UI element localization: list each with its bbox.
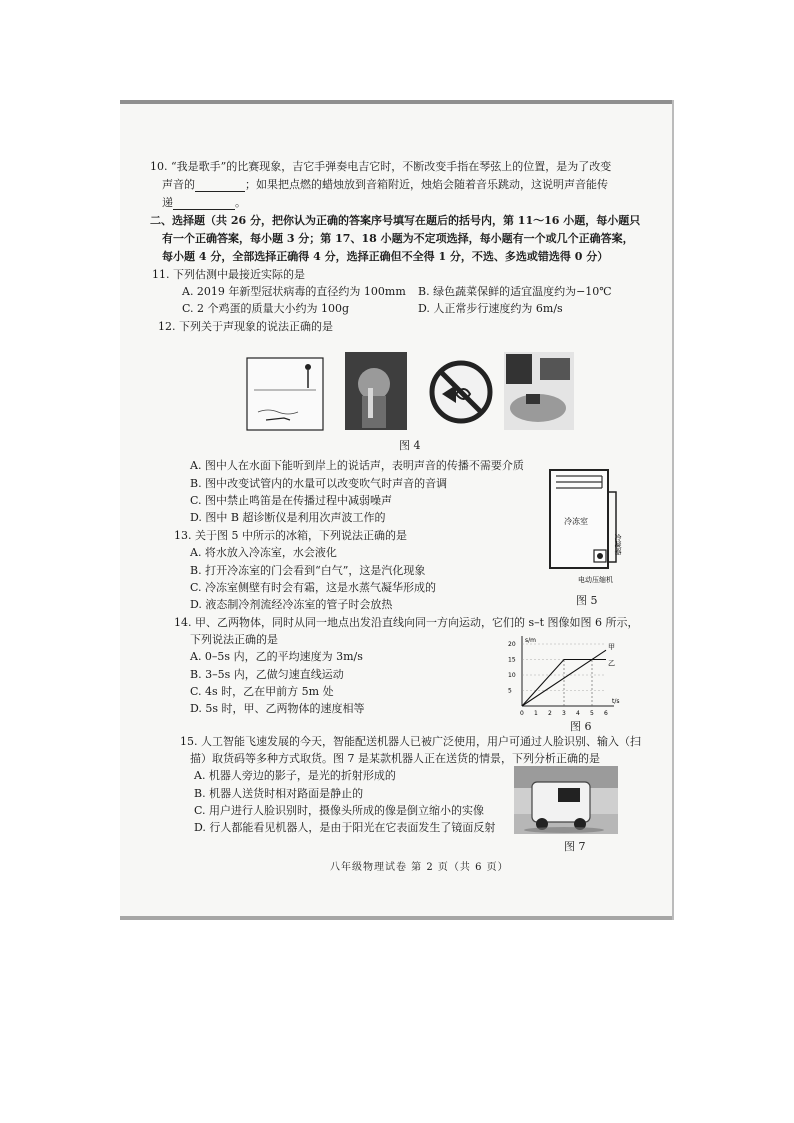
q10-line2a: 声音的 (162, 178, 195, 191)
q15-line2: 描）取货码等多种方式取货。图 7 是某款机器人正在送货的情景，下列分析正确的是 (190, 752, 600, 765)
x-tick-label: 0 (520, 710, 524, 717)
figure-4 (244, 350, 576, 432)
q11-stem: 11. 下列估测中最接近实际的是 (152, 268, 305, 281)
q12-stem: 12. 下列关于声现象的说法正确的是 (158, 320, 333, 333)
q15-line1: 15. 人工智能飞速发展的今天，智能配送机器人已被广泛使用，用户可通过人脸识别、输入（扫 (180, 735, 641, 748)
q10-blank-2[interactable] (173, 198, 235, 210)
y-tick-label: 10 (508, 672, 516, 679)
q15-option-a[interactable]: A. 机器人旁边的影子，是光的折射形成的 (194, 769, 396, 782)
section2-line3: 每小题 4 分，全部选择正确得 4 分，选择正确但不全得 1 分，不选、多选或错选得 0 分） (162, 250, 609, 263)
q11-option-d[interactable]: D. 人正常步行速度约为 6m/s (418, 302, 563, 315)
chart-dashed-guides (522, 644, 606, 706)
q13-option-a[interactable]: A. 将水放入冷冻室，水会液化 (190, 546, 337, 559)
q13-stem: 13. 关于图 5 中所示的冰箱，下列说法正确的是 (174, 529, 407, 542)
y-axis-label: s/m (525, 637, 536, 644)
q14-line2: 下列说法正确的是 (190, 633, 278, 646)
q10-line3 (162, 196, 246, 210)
y-tick-label: 15 (508, 656, 516, 664)
q10-line3b: 。 (235, 196, 246, 209)
series-line-2 (522, 660, 606, 707)
x-tick-label: 6 (604, 710, 608, 717)
y-tick-label: 20 (508, 641, 516, 648)
q10-line2 (162, 178, 608, 192)
q10-line3a: 递 (162, 196, 173, 209)
q12-option-c[interactable]: C. 图中禁止鸣笛是在传播过程中减弱噪声 (190, 494, 393, 507)
fig4-b-ultrasound-photo (504, 352, 574, 430)
figure-7-robot-photo (514, 766, 618, 834)
q10-line2b: ；如果把点燃的蜡烛放到音箱附近，烛焰会随着音乐跳动，这说明声音能传 (245, 178, 608, 191)
q14-option-a[interactable]: A. 0–5s 内，乙的平均速度为 3m/s (190, 650, 363, 663)
page-top-edge (120, 100, 674, 104)
fig5-motor-label: 电动压缩机 (578, 576, 613, 584)
fig4-child-blowing-tube-photo (345, 352, 407, 430)
q11-option-c[interactable]: C. 2 个鸡蛋的质量大小约为 100g (182, 302, 350, 315)
series-label-2: 乙 (608, 659, 615, 668)
q14-option-d[interactable]: D. 5s 时，甲、乙两物体的速度相等 (190, 702, 365, 715)
figure-6-st-chart (506, 630, 630, 718)
figure-5-fridge (544, 462, 630, 586)
section2-line1: 二、选择题（共 26 分，把你认为正确的答案序号填写在题后的括号内，第 11～16 小题，每小题只 (150, 214, 641, 227)
q11-option-a[interactable]: A. 2019 年新型冠状病毒的直径约为 100mm (182, 285, 406, 298)
series-label-1: 甲 (608, 643, 615, 652)
q15-option-d[interactable]: D. 行人都能看见机器人，是由于阳光在它表面发生了镜面反射 (194, 821, 496, 834)
q15-option-b[interactable]: B. 机器人送货时相对路面是静止的 (194, 787, 364, 800)
x-tick-label: 4 (576, 710, 580, 717)
x-tick-label: 1 (534, 710, 538, 717)
x-tick-label: 3 (562, 710, 566, 717)
q12-option-a[interactable]: A. 图中人在水面下能听到岸上的说话声，表明声音的传播不需要介质 (190, 459, 524, 472)
x-tick-label: 2 (548, 710, 552, 717)
q12-option-b[interactable]: B. 图中改变试管内的水量可以改变吹气时声音的音调 (190, 477, 448, 490)
fig4-underwater-sketch (247, 358, 323, 430)
no-horn-sign-icon (432, 363, 490, 421)
section2-line2: 有一个正确答案，每小题 3 分；第 17、18 小题为不定项选择，每小题有一个或几个正确答案， (162, 232, 634, 245)
fig4-caption: 图 4 (399, 439, 421, 452)
x-axis-label: t/s (612, 698, 620, 705)
fig5-side-label: 冷凝器 (614, 534, 622, 555)
fig5-caption: 图 5 (576, 594, 598, 607)
q10-blank-1[interactable] (195, 180, 245, 192)
q15-option-c[interactable]: C. 用户进行人脸识别时，摄像头所成的像是倒立缩小的实像 (194, 804, 485, 817)
fig7-caption: 图 7 (564, 840, 586, 853)
q13-option-d[interactable]: D. 液态制冷剂流经冷冻室的管子时会放热 (190, 598, 393, 611)
q14-line1: 14. 甲、乙两物体，同时从同一地点出发沿直线向同一方向运动，它们的 s–t 图像如图 6 所示， (174, 616, 639, 629)
q12-option-d[interactable]: D. 图中 B 超诊断仪是利用次声波工作的 (190, 511, 386, 524)
page-right-edge (672, 100, 674, 920)
fig5-room-label: 冷冻室 (564, 517, 588, 526)
q10-line1: 10. “我是歌手”的比赛现象，吉它手弹奏电吉它时，不断改变手指在琴弦上的位置，是为了改变 (150, 160, 612, 173)
fig6-caption: 图 6 (570, 720, 592, 733)
y-tick-label: 5 (508, 687, 512, 695)
q13-option-b[interactable]: B. 打开冷冻室的门会看到“白气”，这是汽化现象 (190, 564, 426, 577)
chart-series (522, 643, 615, 706)
page-footer: 八年级物理试卷 第 2 页（共 6 页） (330, 862, 509, 873)
page-bottom-edge (120, 916, 674, 920)
x-tick-label: 5 (590, 710, 594, 717)
q11-option-b[interactable]: B. 绿色蔬菜保鲜的适宜温度约为−10℃ (418, 285, 612, 298)
q14-option-c[interactable]: C. 4s 时，乙在甲前方 5m 处 (190, 685, 334, 698)
q14-option-b[interactable]: B. 3–5s 内，乙做匀速直线运动 (190, 668, 344, 681)
q13-option-c[interactable]: C. 冷冻室侧壁有时会有霜，这是水蒸气凝华形成的 (190, 581, 437, 594)
